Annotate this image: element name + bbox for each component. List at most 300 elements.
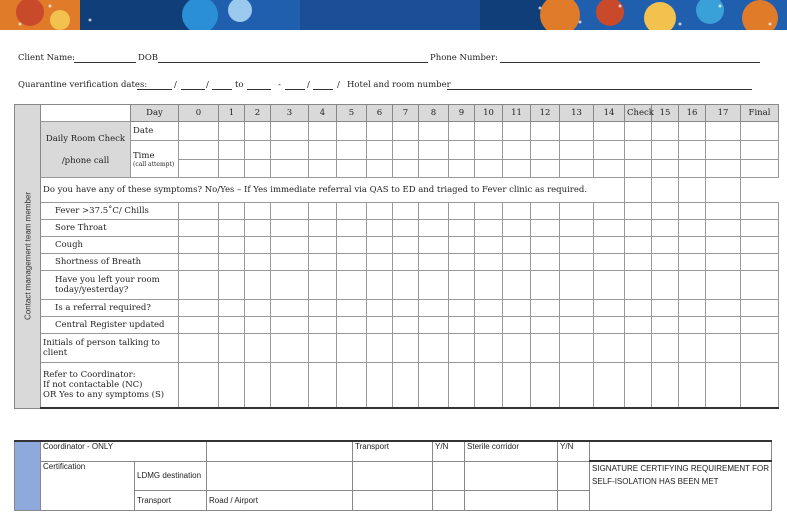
time-cell[interactable] — [594, 141, 625, 160]
cough-cell[interactable] — [594, 237, 625, 254]
referral-cell[interactable] — [531, 300, 560, 317]
symptom-cell[interactable] — [679, 178, 706, 203]
left-room-cell[interactable] — [245, 271, 271, 300]
time-cell[interactable] — [337, 141, 367, 160]
cough-cell[interactable] — [219, 237, 245, 254]
client-name-label: Client Name: — [18, 53, 76, 63]
left-room-cell[interactable] — [449, 271, 475, 300]
register-cell[interactable] — [741, 317, 779, 334]
dob-field[interactable] — [158, 62, 428, 63]
register-cell[interactable] — [503, 317, 531, 334]
breath-cell[interactable] — [419, 254, 449, 271]
date-cell[interactable] — [706, 122, 741, 141]
sterile-yn-cell[interactable] — [558, 461, 590, 491]
referral-cell[interactable] — [706, 300, 741, 317]
referral-cell[interactable] — [219, 300, 245, 317]
breath-cell[interactable] — [219, 254, 245, 271]
symptom-cell[interactable] — [652, 178, 679, 203]
fever-cell[interactable] — [337, 203, 367, 220]
date-cell[interactable] — [309, 122, 337, 141]
time-cell[interactable] — [625, 141, 652, 160]
refer-cell[interactable] — [503, 363, 531, 409]
row-fever: Fever >37.5˚C/ Chills — [41, 203, 179, 220]
phone-field[interactable] — [500, 62, 760, 63]
refer-cell[interactable] — [531, 363, 560, 409]
sore-throat-cell[interactable] — [706, 220, 741, 237]
register-cell[interactable] — [594, 317, 625, 334]
fever-cell[interactable] — [625, 203, 652, 220]
date-cell[interactable] — [219, 122, 245, 141]
phone-label: Phone Number: — [430, 53, 498, 63]
time-label — [131, 141, 179, 178]
sore-throat-cell[interactable] — [679, 220, 706, 237]
breath-cell[interactable] — [594, 254, 625, 271]
initials-cell[interactable] — [741, 334, 779, 363]
cough-cell[interactable] — [652, 237, 679, 254]
coordinator-sidebar — [15, 441, 41, 510]
sore-throat-cell[interactable] — [741, 220, 779, 237]
initials-cell[interactable] — [309, 334, 337, 363]
left-room-cell[interactable] — [531, 271, 560, 300]
cough-cell[interactable] — [419, 237, 449, 254]
date-cell[interactable] — [449, 122, 475, 141]
left-room-cell[interactable] — [179, 271, 219, 300]
register-cell[interactable] — [531, 317, 560, 334]
left-room-cell[interactable] — [503, 271, 531, 300]
day-0: 0 — [179, 105, 219, 122]
time-cell[interactable] — [367, 141, 393, 160]
left-room-cell[interactable] — [271, 271, 309, 300]
fever-cell[interactable] — [652, 203, 679, 220]
refer-cell[interactable] — [419, 363, 449, 409]
breath-cell[interactable] — [706, 254, 741, 271]
sterile-cell[interactable] — [465, 461, 558, 491]
dash-sep: - — [278, 80, 281, 90]
initials-cell[interactable] — [679, 334, 706, 363]
sore-throat-cell[interactable] — [179, 220, 219, 237]
breath-cell[interactable] — [271, 254, 309, 271]
time-cell[interactable] — [679, 159, 706, 178]
date-cell[interactable] — [367, 122, 393, 141]
symptoms-question: Do you have any of these symptoms? No/Yes – If Yes immediate referral via QAS to ED and triaged to Fever clinic as required. — [41, 178, 625, 203]
fever-cell[interactable] — [560, 203, 594, 220]
sore-throat-cell[interactable] — [337, 220, 367, 237]
breath-cell[interactable] — [531, 254, 560, 271]
time-cell[interactable] — [179, 141, 219, 160]
register-cell[interactable] — [706, 317, 741, 334]
date-cell[interactable] — [271, 122, 309, 141]
date-cell[interactable] — [337, 122, 367, 141]
register-cell[interactable] — [367, 317, 393, 334]
time-cell[interactable] — [560, 141, 594, 160]
cough-cell[interactable] — [625, 237, 652, 254]
breath-cell[interactable] — [741, 254, 779, 271]
time-cell[interactable] — [309, 141, 337, 160]
referral-cell[interactable] — [560, 300, 594, 317]
sore-throat-cell[interactable] — [449, 220, 475, 237]
breath-cell[interactable] — [309, 254, 337, 271]
initials-cell[interactable] — [560, 334, 594, 363]
time-cell[interactable] — [625, 159, 652, 178]
sore-throat-cell[interactable] — [419, 220, 449, 237]
dob-label: DOB — [138, 53, 159, 63]
date-cell[interactable] — [475, 122, 503, 141]
quarantine-date-end-day[interactable] — [247, 89, 271, 90]
quarantine-date-end-month[interactable] — [285, 89, 305, 90]
sore-throat-cell[interactable] — [560, 220, 594, 237]
transport-yn-cell[interactable] — [433, 461, 465, 491]
date-cell[interactable] — [679, 122, 706, 141]
left-room-cell[interactable] — [419, 271, 449, 300]
signature-certification: SIGNATURE CERTIFYING REQUIREMENT FOR SELF-ISOLATION HAS BEEN MET — [590, 461, 772, 510]
referral-cell[interactable] — [741, 300, 779, 317]
date-cell[interactable] — [531, 122, 560, 141]
referral-cell[interactable] — [419, 300, 449, 317]
referral-cell[interactable] — [449, 300, 475, 317]
time-cell[interactable] — [449, 159, 475, 178]
refer-cell[interactable] — [393, 363, 419, 409]
referral-cell[interactable] — [475, 300, 503, 317]
initials-cell[interactable] — [219, 334, 245, 363]
initials-cell[interactable] — [419, 334, 449, 363]
initials-cell[interactable] — [393, 334, 419, 363]
refer-cell[interactable] — [271, 363, 309, 409]
breath-cell[interactable] — [393, 254, 419, 271]
register-cell[interactable] — [652, 317, 679, 334]
refer-cell[interactable] — [245, 363, 271, 409]
refer-cell[interactable] — [449, 363, 475, 409]
cough-cell[interactable] — [679, 237, 706, 254]
time-cell[interactable] — [652, 159, 679, 178]
left-room-cell[interactable] — [309, 271, 337, 300]
sore-throat-cell[interactable] — [531, 220, 560, 237]
left-room-cell[interactable] — [679, 271, 706, 300]
cough-cell[interactable] — [393, 237, 419, 254]
sore-throat-cell[interactable] — [475, 220, 503, 237]
signature-top-cell[interactable] — [590, 441, 772, 461]
left-room-cell[interactable] — [367, 271, 393, 300]
sore-throat-cell[interactable] — [503, 220, 531, 237]
daily-room-check-text: Daily Room Check — [45, 133, 126, 144]
cough-cell[interactable] — [475, 237, 503, 254]
sore-throat-cell[interactable] — [652, 220, 679, 237]
symptom-cell[interactable] — [625, 178, 652, 203]
register-cell[interactable] — [271, 317, 309, 334]
row-shortness-breath: Shortness of Breath — [41, 254, 179, 271]
time-cell[interactable] — [652, 141, 679, 160]
refer-cell[interactable] — [679, 363, 706, 409]
cough-cell[interactable] — [531, 237, 560, 254]
time-cell[interactable] — [245, 159, 271, 178]
breath-cell[interactable] — [679, 254, 706, 271]
sore-throat-cell[interactable] — [594, 220, 625, 237]
day-1: 1 — [219, 105, 245, 122]
fever-cell[interactable] — [706, 203, 741, 220]
initials-cell[interactable] — [503, 334, 531, 363]
time-cell[interactable] — [706, 141, 741, 160]
time-cell[interactable] — [179, 159, 219, 178]
time-cell[interactable] — [503, 141, 531, 160]
time-cell[interactable] — [503, 159, 531, 178]
register-cell[interactable] — [393, 317, 419, 334]
time-cell[interactable] — [271, 159, 309, 178]
day-10: 10 — [475, 105, 503, 122]
slash-2: / — [206, 80, 209, 90]
day-6: 6 — [367, 105, 393, 122]
refer-cell[interactable] — [367, 363, 393, 409]
initials-cell[interactable] — [531, 334, 560, 363]
left-room-cell[interactable] — [625, 271, 652, 300]
refer-cell[interactable] — [594, 363, 625, 409]
date-cell[interactable] — [652, 122, 679, 141]
day-header: Day — [131, 105, 179, 122]
day-4: 4 — [309, 105, 337, 122]
refer-cell[interactable] — [560, 363, 594, 409]
fever-cell[interactable] — [741, 203, 779, 220]
left-room-cell[interactable] — [741, 271, 779, 300]
fever-cell[interactable] — [475, 203, 503, 220]
cough-cell[interactable] — [706, 237, 741, 254]
refer-cell[interactable] — [219, 363, 245, 409]
cough-cell[interactable] — [337, 237, 367, 254]
referral-cell[interactable] — [367, 300, 393, 317]
initials-cell[interactable] — [271, 334, 309, 363]
call-attempt-text: (call attempt) — [133, 160, 175, 168]
breath-cell[interactable] — [367, 254, 393, 271]
sore-throat-cell[interactable] — [245, 220, 271, 237]
time-cell[interactable] — [594, 159, 625, 178]
breath-cell[interactable] — [337, 254, 367, 271]
time-cell[interactable] — [337, 159, 367, 178]
time-cell[interactable] — [419, 159, 449, 178]
refer-cell[interactable] — [309, 363, 337, 409]
ldmg-cell[interactable] — [207, 461, 353, 491]
fever-cell[interactable] — [393, 203, 419, 220]
row-initials: Initials of person talking to client — [41, 334, 179, 363]
fever-cell[interactable] — [531, 203, 560, 220]
time-cell[interactable] — [475, 141, 503, 160]
time-cell[interactable] — [367, 159, 393, 178]
breath-cell[interactable] — [245, 254, 271, 271]
fever-cell[interactable] — [594, 203, 625, 220]
transport-row-cell[interactable] — [353, 491, 433, 510]
coordinator-table — [14, 440, 772, 511]
fever-cell[interactable] — [367, 203, 393, 220]
time-cell[interactable] — [741, 141, 779, 160]
initials-cell[interactable] — [652, 334, 679, 363]
referral-cell[interactable] — [625, 300, 652, 317]
refer-cell[interactable] — [652, 363, 679, 409]
referral-cell[interactable] — [393, 300, 419, 317]
referral-cell[interactable] — [503, 300, 531, 317]
cough-cell[interactable] — [309, 237, 337, 254]
time-cell[interactable] — [393, 159, 419, 178]
hotel-label: Hotel and room number — [347, 80, 451, 90]
referral-cell[interactable] — [271, 300, 309, 317]
time-cell[interactable] — [245, 141, 271, 160]
fever-cell[interactable] — [219, 203, 245, 220]
initials-cell[interactable] — [625, 334, 652, 363]
transport-row-sterile[interactable] — [465, 491, 558, 510]
left-room-cell[interactable] — [475, 271, 503, 300]
transport-row-yn[interactable] — [433, 491, 465, 510]
referral-cell[interactable] — [179, 300, 219, 317]
time-cell[interactable] — [679, 141, 706, 160]
time-cell[interactable] — [531, 159, 560, 178]
left-room-cell[interactable] — [652, 271, 679, 300]
breath-cell[interactable] — [449, 254, 475, 271]
referral-cell[interactable] — [337, 300, 367, 317]
time-cell[interactable] — [393, 141, 419, 160]
breath-cell[interactable] — [503, 254, 531, 271]
referral-cell[interactable] — [679, 300, 706, 317]
cough-cell[interactable] — [245, 237, 271, 254]
left-room-cell[interactable] — [594, 271, 625, 300]
row-left-room: Have you left your room today/yesterday? — [41, 271, 179, 300]
cough-cell[interactable] — [503, 237, 531, 254]
cough-cell[interactable] — [560, 237, 594, 254]
fever-cell[interactable] — [419, 203, 449, 220]
register-cell[interactable] — [219, 317, 245, 334]
referral-cell[interactable] — [309, 300, 337, 317]
date-cell[interactable] — [594, 122, 625, 141]
refer-cell[interactable] — [741, 363, 779, 409]
refer-cell[interactable] — [706, 363, 741, 409]
register-cell[interactable] — [179, 317, 219, 334]
coordinator-only-label: Coordinator - ONLY — [41, 441, 207, 461]
time-cell[interactable] — [309, 159, 337, 178]
refer-cell[interactable] — [475, 363, 503, 409]
header-banner — [0, 0, 787, 30]
row-cough: Cough — [41, 237, 179, 254]
initials-cell[interactable] — [179, 334, 219, 363]
initials-cell[interactable] — [449, 334, 475, 363]
ldmg-label: LDMG destination — [135, 461, 207, 491]
left-room-cell[interactable] — [706, 271, 741, 300]
cough-cell[interactable] — [367, 237, 393, 254]
date-cell[interactable] — [741, 122, 779, 141]
quarantine-date-end-year[interactable] — [313, 89, 333, 90]
symptom-cell[interactable] — [706, 178, 741, 203]
sore-throat-cell[interactable] — [393, 220, 419, 237]
hotel-field[interactable] — [447, 89, 752, 90]
initials-cell[interactable] — [706, 334, 741, 363]
fever-cell[interactable] — [449, 203, 475, 220]
sore-throat-cell[interactable] — [309, 220, 337, 237]
referral-cell[interactable] — [245, 300, 271, 317]
initials-cell[interactable] — [245, 334, 271, 363]
fever-cell[interactable] — [245, 203, 271, 220]
cough-cell[interactable] — [741, 237, 779, 254]
transport-row-sterile-yn[interactable] — [558, 491, 590, 510]
left-room-cell[interactable] — [337, 271, 367, 300]
fever-cell[interactable] — [309, 203, 337, 220]
fever-cell[interactable] — [271, 203, 309, 220]
fever-cell[interactable] — [179, 203, 219, 220]
refer-cell[interactable] — [179, 363, 219, 409]
time-cell[interactable] — [706, 159, 741, 178]
time-cell[interactable] — [419, 141, 449, 160]
coordinator-cell[interactable] — [207, 441, 353, 461]
register-cell[interactable] — [245, 317, 271, 334]
register-cell[interactable] — [449, 317, 475, 334]
time-cell[interactable] — [741, 159, 779, 178]
breath-cell[interactable] — [625, 254, 652, 271]
row-referral: Is a referral required? — [41, 300, 179, 317]
left-room-cell[interactable] — [393, 271, 419, 300]
sore-throat-cell[interactable] — [625, 220, 652, 237]
referral-cell[interactable] — [652, 300, 679, 317]
sore-throat-cell[interactable] — [271, 220, 309, 237]
register-cell[interactable] — [625, 317, 652, 334]
register-cell[interactable] — [679, 317, 706, 334]
time-cell[interactable] — [219, 159, 245, 178]
date-cell[interactable] — [179, 122, 219, 141]
cough-cell[interactable] — [179, 237, 219, 254]
register-cell[interactable] — [337, 317, 367, 334]
time-cell[interactable] — [560, 159, 594, 178]
date-cell[interactable] — [393, 122, 419, 141]
road-airport: Road / Airport — [207, 491, 353, 510]
quarantine-date-start-year[interactable] — [212, 89, 232, 90]
client-name-field[interactable] — [74, 62, 136, 63]
referral-cell[interactable] — [594, 300, 625, 317]
transport-cell[interactable] — [353, 461, 433, 491]
quarantine-date-start-month[interactable] — [181, 89, 205, 90]
left-room-cell[interactable] — [560, 271, 594, 300]
register-cell[interactable] — [475, 317, 503, 334]
breath-cell[interactable] — [560, 254, 594, 271]
register-cell[interactable] — [309, 317, 337, 334]
initials-cell[interactable] — [367, 334, 393, 363]
breath-cell[interactable] — [475, 254, 503, 271]
cough-cell[interactable] — [271, 237, 309, 254]
breath-cell[interactable] — [652, 254, 679, 271]
breath-cell[interactable] — [179, 254, 219, 271]
time-cell[interactable] — [219, 141, 245, 160]
day-final: Final — [741, 105, 779, 122]
quarantine-date-start-day[interactable] — [137, 89, 172, 90]
initials-cell[interactable] — [475, 334, 503, 363]
cough-cell[interactable] — [449, 237, 475, 254]
left-room-cell[interactable] — [219, 271, 245, 300]
date-cell[interactable] — [560, 122, 594, 141]
initials-cell[interactable] — [594, 334, 625, 363]
fever-cell[interactable] — [503, 203, 531, 220]
sore-throat-cell[interactable] — [367, 220, 393, 237]
date-cell[interactable] — [245, 122, 271, 141]
initials-cell[interactable] — [337, 334, 367, 363]
refer-cell[interactable] — [625, 363, 652, 409]
day-8: 8 — [419, 105, 449, 122]
sore-throat-cell[interactable] — [219, 220, 245, 237]
date-cell[interactable] — [419, 122, 449, 141]
time-cell[interactable] — [449, 141, 475, 160]
register-cell[interactable] — [560, 317, 594, 334]
day-9: 9 — [449, 105, 475, 122]
date-cell[interactable] — [625, 122, 652, 141]
time-cell[interactable] — [531, 141, 560, 160]
fever-cell[interactable] — [679, 203, 706, 220]
day-2: 2 — [245, 105, 271, 122]
row-sore-throat: Sore Throat — [41, 220, 179, 237]
register-cell[interactable] — [419, 317, 449, 334]
date-cell[interactable] — [503, 122, 531, 141]
time-cell[interactable] — [271, 141, 309, 160]
phone-call-text: /phone call — [61, 155, 110, 166]
time-cell[interactable] — [475, 159, 503, 178]
refer-cell[interactable] — [337, 363, 367, 409]
